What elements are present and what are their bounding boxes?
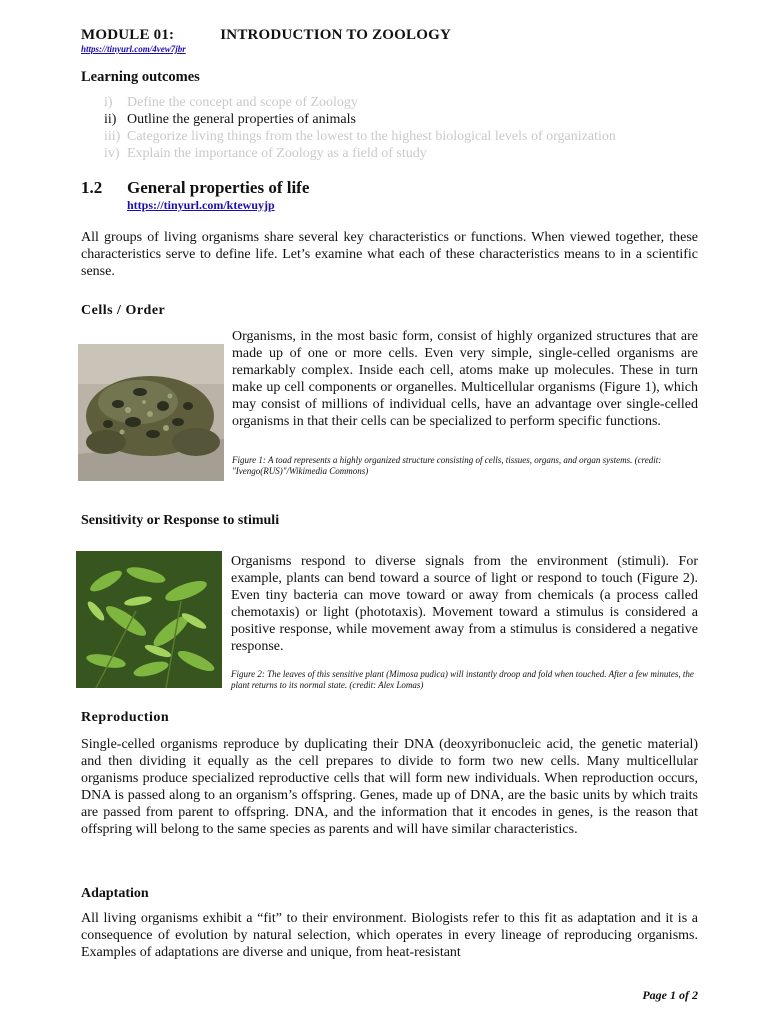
adaptation-paragraph: All living organisms exhibit a “fit” to their environment. Biologists refer to this fit as adaptation and it is a consequence of evolution by natural selection, which operates in every lineage of reproducing organisms. Examples of adaptations are diverse and unique, from heat-resistant [81,911,698,960]
module-title [81,27,451,44]
reproduction-heading: Reproduction [81,710,170,725]
outcome-item: iv) Explain the importance of Zoology as a field of study [104,146,427,161]
section-number: 1.2 [81,178,103,197]
module-link[interactable]: https://tinyurl.com/4vew7jbr [81,44,186,54]
section-link[interactable]: https://tinyurl.com/ktewuyjp [127,198,275,212]
adaptation-heading: Adaptation [81,886,149,901]
outcome-item: ii) Outline the general properties of animals [104,112,356,127]
intro-paragraph: All groups of living organisms share several key characteristics or functions. When viewed together, these characteristics serve to define life. Let’s examine what each of these characteristics means to in a scientific sense. [81,230,698,279]
sensitivity-paragraph: Organisms respond to diverse signals from the environment (stimuli). For example, plants can bend toward a source of light or respond to touch (Figure 2). Even tiny bacteria can move toward or away from chemicals (a process called chemotaxis) or light (phototaxis). Movement toward a stimulus is considered a positive response, while movement away from a stimulus is considered a negative response. [231,554,698,654]
outcome-item: iii) Categorize living things from the lowest to the highest biological levels of organization [104,129,616,144]
figure-1-caption: Figure 1: A toad represents a highly organized structure consisting of cells, tissues, organs, and organ systems. (credit: "Ivengo(RUS)"/Wikimedia Commons) [232,455,662,476]
sensitivity-heading: Sensitivity or Response to stimuli [81,513,280,528]
learning-outcomes-heading: Learning outcomes [81,69,200,85]
page-number: Page 1 of 2 [642,988,698,1002]
section-heading [81,178,309,198]
figure-2-caption: Figure 2: The leaves of this sensitive plant (Mimosa pudica) will instantly droop and fold when touched. After a few minutes, the plant returns to its normal state. (credit: Alex Lomas) [231,669,694,690]
learning-outcomes-list [104,94,616,162]
cells-heading: Cells / Order [81,303,166,318]
section-title: General properties of life [127,178,310,197]
reproduction-paragraph: Single-celled organisms reproduce by duplicating their DNA (deoxyribonucleic acid, the genetic material) and then dividing it equally as the cell prepares to divide to form two new cells. Many multicellular organisms produce specialized reproductive cells that will form new individuals. When reproduction occurs, DNA is passed along to an organism’s offspring. Genes, made up of DNA, are the basic units by which traits are passed from parent to offspring. DNA, and the information that it encodes in genes, is the reason that offspring will belong to the same species as parents and will have similar characteristics. [81,737,698,837]
cells-paragraph: Organisms, in the most basic form, consist of highly organized structures that are made up of one or more cells. Even very simple, single-celled organisms are remarkably complex. Inside each cell, atoms make up molecules. These in turn make up cell components or organelles. Multicellular organisms (Figure 1), which may consist of millions of individual cells, have an advantage over single-celled organisms in that their cells can be specialized to perform specific functions. [232,329,698,429]
mimosa-plant-image [76,551,222,688]
module-label: MODULE 01: [81,27,175,43]
toad-image [78,344,224,481]
outcome-item: i) Define the concept and scope of Zoology [104,95,358,110]
module-name: INTRODUCTION TO ZOOLOGY [220,27,452,43]
